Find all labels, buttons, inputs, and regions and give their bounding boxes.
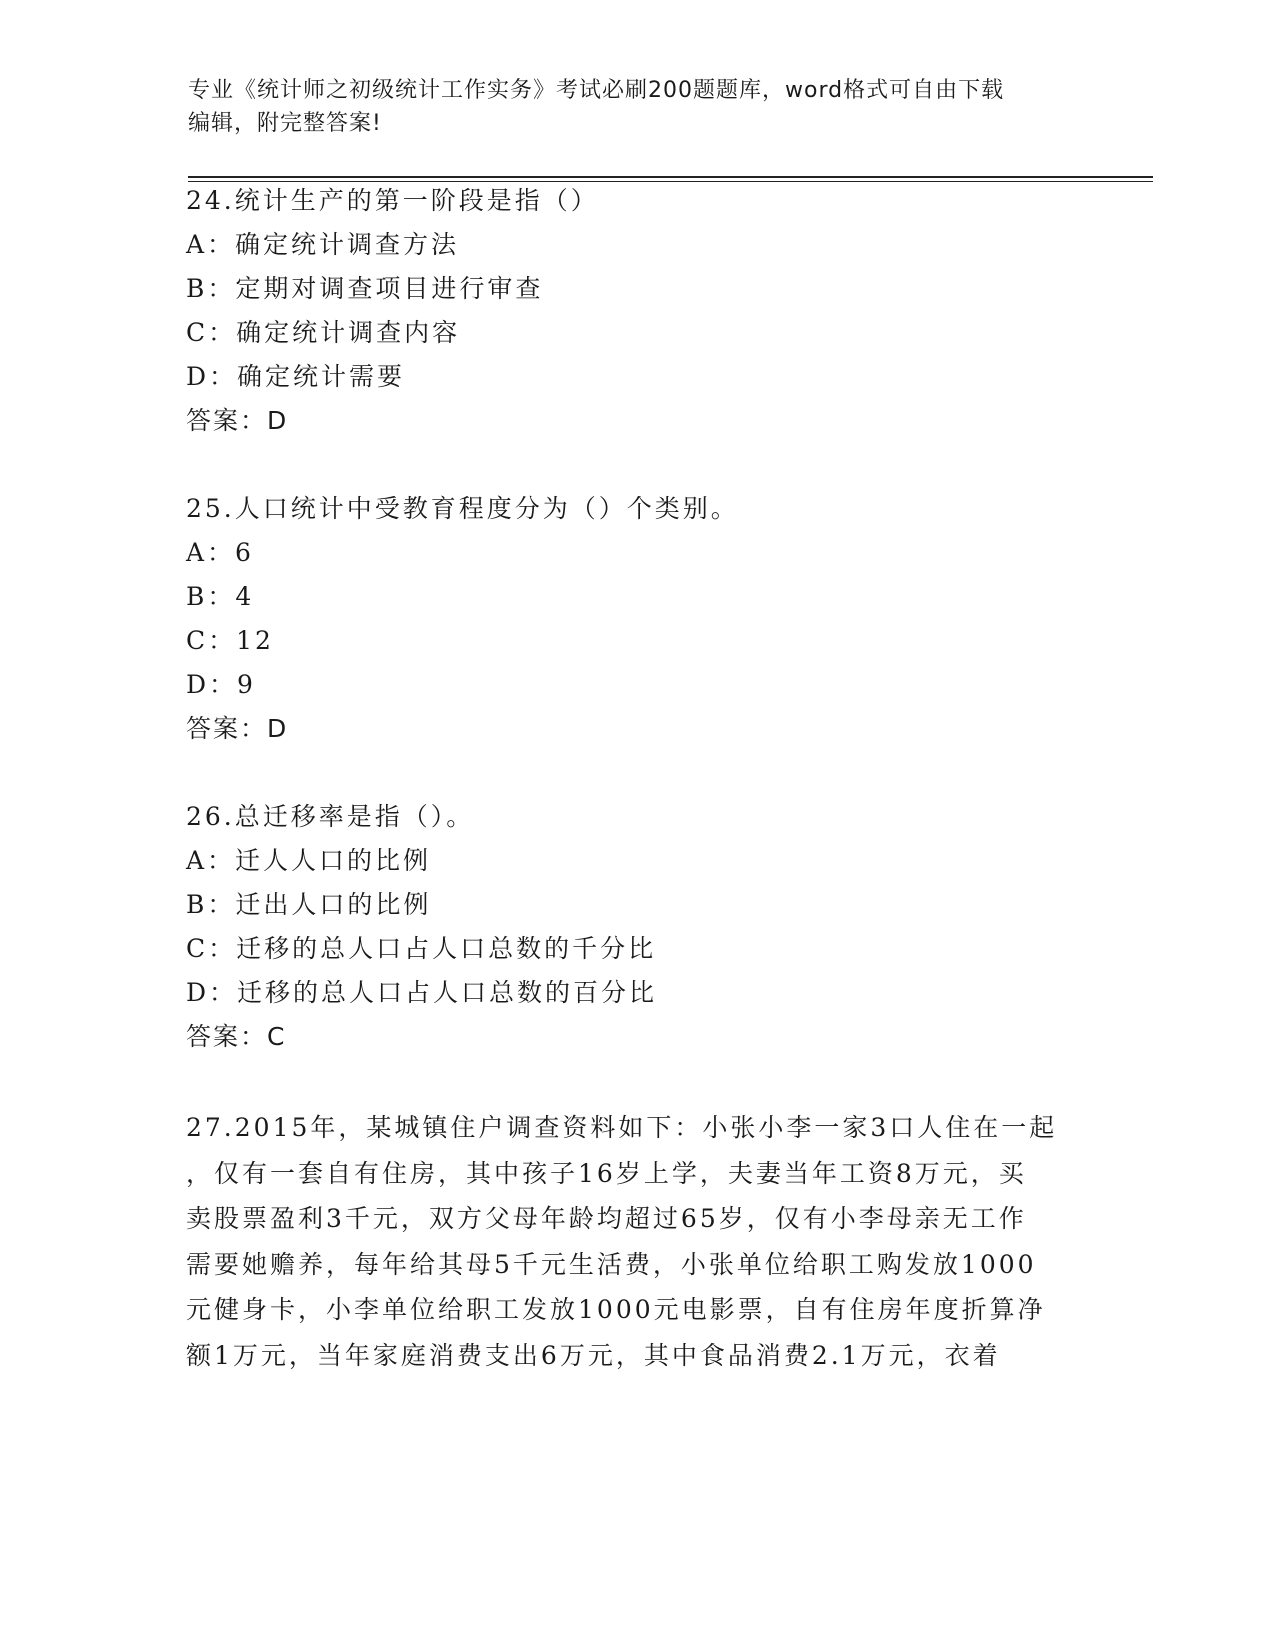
- question-24-option-a: A：确定统计调查方法: [186, 230, 460, 259]
- question-24-stem: 24.统计生产的第一阶段是指（）: [186, 186, 599, 215]
- header-line-2: 编辑，附完整答案!: [188, 111, 382, 136]
- question-25-stem: 25.人口统计中受教育程度分为（）个类别。: [186, 494, 739, 523]
- document-header: [188, 74, 1108, 140]
- header-divider: [188, 176, 1153, 178]
- header-line-1: 专业《统计师之初级统计工作实务》考试必刷200题题库，word格式可自由下载: [188, 78, 1005, 103]
- question-24-option-b: B：定期对调查项目进行审查: [186, 274, 544, 303]
- question-26-option-d: D：迁移的总人口占人口总数的百分比: [186, 978, 658, 1007]
- question-24-option-c: C：确定统计调查内容: [186, 318, 461, 347]
- question-25-option-a: A：6: [186, 538, 254, 567]
- question-25-option-d: D：9: [186, 670, 256, 699]
- question-27-line: 卖股票盈利3千元，双方父母年龄均超过65岁，仅有小李母亲无工作: [186, 1204, 1027, 1233]
- question-27-line: 额1万元，当年家庭消费支出6万元，其中食品消费2.1万元，衣着: [186, 1340, 1001, 1370]
- header-divider-thin: [188, 181, 1153, 182]
- question-25-answer: 答案：D: [186, 714, 289, 743]
- question-24-option-d: D：确定统计需要: [186, 362, 406, 391]
- question-27-line: 元健身卡，小李单位给职工发放1000元电影票，自有住房年度折算净: [186, 1295, 1046, 1324]
- question-27-line: 需要她赡养，每年给其母5千元生活费，小张单位给职工购发放1000: [186, 1249, 1037, 1279]
- question-26-stem: 26.总迁移率是指（）。: [186, 802, 475, 831]
- question-25-option-c: C：12: [186, 626, 274, 655]
- question-26-option-a: A：迁人人口的比例: [186, 846, 432, 875]
- question-27-line: ，仅有一套自有住房，其中孩子16岁上学，夫妻当年工资8万元，买: [186, 1158, 1027, 1188]
- question-27-line: 27.2015年，某城镇住户调查资料如下：小张小李一家3口人住在一起: [186, 1113, 1058, 1142]
- question-25-option-b: B：4: [186, 582, 255, 611]
- question-26-answer: 答案：C: [186, 1022, 287, 1051]
- question-27-text: [186, 1105, 1076, 1378]
- question-26-option-b: B：迁出人口的比例: [186, 890, 432, 919]
- question-24-answer: 答案：D: [186, 406, 289, 435]
- question-26-option-c: C：迁移的总人口占人口总数的千分比: [186, 934, 657, 963]
